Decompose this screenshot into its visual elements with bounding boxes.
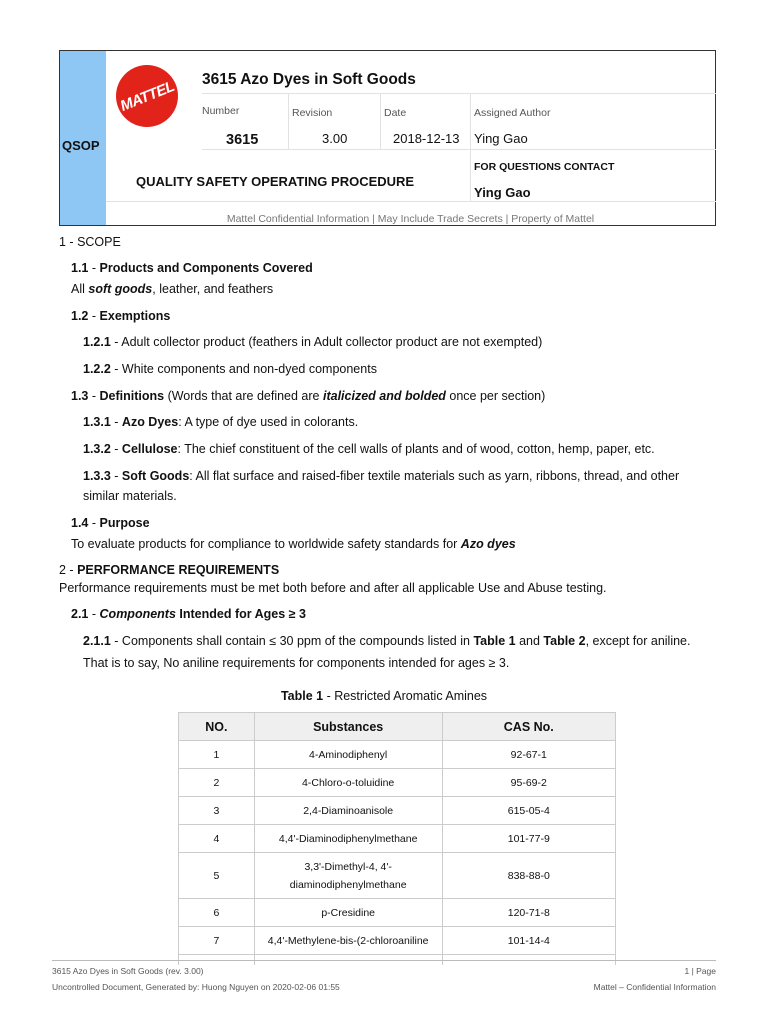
- mattel-logo: MATTEL: [116, 65, 178, 127]
- cell-cas: 838-88-0: [442, 853, 615, 899]
- header-no: NO.: [179, 713, 255, 741]
- author-value: Ying Gao: [474, 131, 528, 146]
- document-header: [59, 50, 716, 226]
- cell-no: 3: [179, 797, 255, 825]
- table-row: [179, 927, 616, 955]
- divider: [202, 93, 716, 94]
- header-cas: CAS No.: [442, 713, 615, 741]
- revision-value: 3.00: [322, 131, 348, 146]
- section-2-1-1-continued: That is to say, No aniline requirements for components intended for ages ≥ 3.: [83, 656, 510, 670]
- section-1-2-2: 1.2.2 - White components and non-dyed components: [83, 362, 377, 376]
- section-1-3-3: 1.3.3 - Soft Goods: All flat surface and raised-fiber textile materials such as yarn, ribbons, thread, and other: [83, 469, 680, 483]
- table-row: [179, 899, 616, 927]
- section-2-text: Performance requirements must be met both before and after all applicable Use and Abuse testing.: [59, 581, 607, 595]
- cell-no: 5: [179, 853, 255, 899]
- section-1-1-heading: 1.1 - Products and Components Covered: [71, 261, 313, 275]
- cell-cas: 101-77-9: [442, 825, 615, 853]
- cell-substance: 4,4'-Methylene-bis-(2-chloroaniline: [254, 927, 442, 955]
- qsop-label: QSOP: [62, 138, 100, 153]
- cell-substance: p-Cresidine: [254, 899, 442, 927]
- section-1-3-1: 1.3.1 - Azo Dyes: A type of dye used in colorants.: [83, 415, 359, 429]
- footer-confidential: Mattel – Confidential Information: [593, 982, 716, 992]
- section-1-3-2: 1.3.2 - Cellulose: The chief constituent of the cell walls of plants and of wood, cotton, hemp, paper, etc.: [83, 442, 655, 456]
- divider: [380, 93, 381, 149]
- divider: [106, 201, 716, 202]
- restricted-amines-table: [178, 712, 616, 965]
- table-row: [179, 741, 616, 769]
- table-row: [179, 797, 616, 825]
- section-1-1-text: All soft goods, leather, and feathers: [71, 282, 274, 296]
- cell-substance: 4,4'-Diaminodiphenylmethane: [254, 825, 442, 853]
- cell-cas: 92-67-1: [442, 741, 615, 769]
- footer-generated: Uncontrolled Document, Generated by: Huong Nguyen on 2020-02-06 01:55: [52, 982, 340, 992]
- header-substances: Substances: [254, 713, 442, 741]
- confidential-notice: Mattel Confidential Information | May Include Trade Secrets | Property of Mattel: [226, 213, 595, 225]
- footer-doc-title: 3615 Azo Dyes in Soft Goods (rev. 3.00): [52, 966, 204, 976]
- number-value: 3615: [226, 132, 259, 148]
- section-1-4-text: To evaluate products for compliance to worldwide safety standards for Azo dyes: [71, 537, 516, 551]
- number-label: Number: [202, 105, 240, 117]
- divider: [202, 149, 716, 150]
- table-row: [179, 769, 616, 797]
- section-1-2-1: 1.2.1 - Adult collector product (feathers in Adult collector product are not exempted): [83, 335, 543, 349]
- section-2-1-heading: 2.1 - Components Intended for Ages ≥ 3: [71, 607, 306, 621]
- section-1-heading: 1 - SCOPE: [59, 235, 121, 249]
- section-1-2-heading: 1.2 - Exemptions: [71, 309, 171, 323]
- logo-cell: [106, 51, 202, 141]
- cell-cas: 101-14-4: [442, 927, 615, 955]
- section-2-1-1: 2.1.1 - Components shall contain ≤ 30 ppm of the compounds listed in Table 1 and Table 2, except for aniline.: [83, 634, 691, 648]
- section-1-3-heading: 1.3 - Definitions (Words that are defined are italicized and bolded once per section): [71, 389, 546, 403]
- cell-no: 1: [179, 741, 255, 769]
- contact-value: Ying Gao: [474, 185, 531, 200]
- date-value: 2018-12-13: [393, 131, 460, 146]
- cell-substance: 3,3'-Dimethyl-4, 4'- diaminodiphenylmethane: [254, 853, 442, 899]
- cell-no: 2: [179, 769, 255, 797]
- divider: [288, 93, 289, 149]
- cell-substance: 2,4-Diaminoanisole: [254, 797, 442, 825]
- cell-cas: 120-71-8: [442, 899, 615, 927]
- divider: [470, 93, 471, 201]
- revision-label: Revision: [292, 107, 333, 119]
- table-row: [179, 825, 616, 853]
- cell-substance: 4-Chloro-o-toluidine: [254, 769, 442, 797]
- section-1-4-heading: 1.4 - Purpose: [71, 516, 150, 530]
- section-1-3-3-continued: similar materials.: [83, 489, 177, 503]
- table-row: [179, 853, 616, 899]
- cell-no: 6: [179, 899, 255, 927]
- cell-no: 4: [179, 825, 255, 853]
- table-1-caption: Table 1 - Restricted Aromatic Amines: [280, 689, 488, 703]
- contact-label: FOR QUESTIONS CONTACT: [474, 161, 615, 173]
- cell-no: 7: [179, 927, 255, 955]
- table-header-row: [179, 713, 616, 741]
- cell-substance: 4-Aminodiphenyl: [254, 741, 442, 769]
- footer-page-number: 1 | Page: [684, 966, 716, 976]
- section-2-heading: 2 - PERFORMANCE REQUIREMENTS: [59, 563, 280, 577]
- author-label: Assigned Author: [474, 107, 551, 119]
- cell-cas: 615-05-4: [442, 797, 615, 825]
- cell-cas: 95-69-2: [442, 769, 615, 797]
- document-title: 3615 Azo Dyes in Soft Goods: [202, 71, 416, 88]
- date-label: Date: [384, 107, 407, 119]
- footer-divider: [52, 960, 716, 961]
- procedure-title: QUALITY SAFETY OPERATING PROCEDURE: [136, 174, 415, 189]
